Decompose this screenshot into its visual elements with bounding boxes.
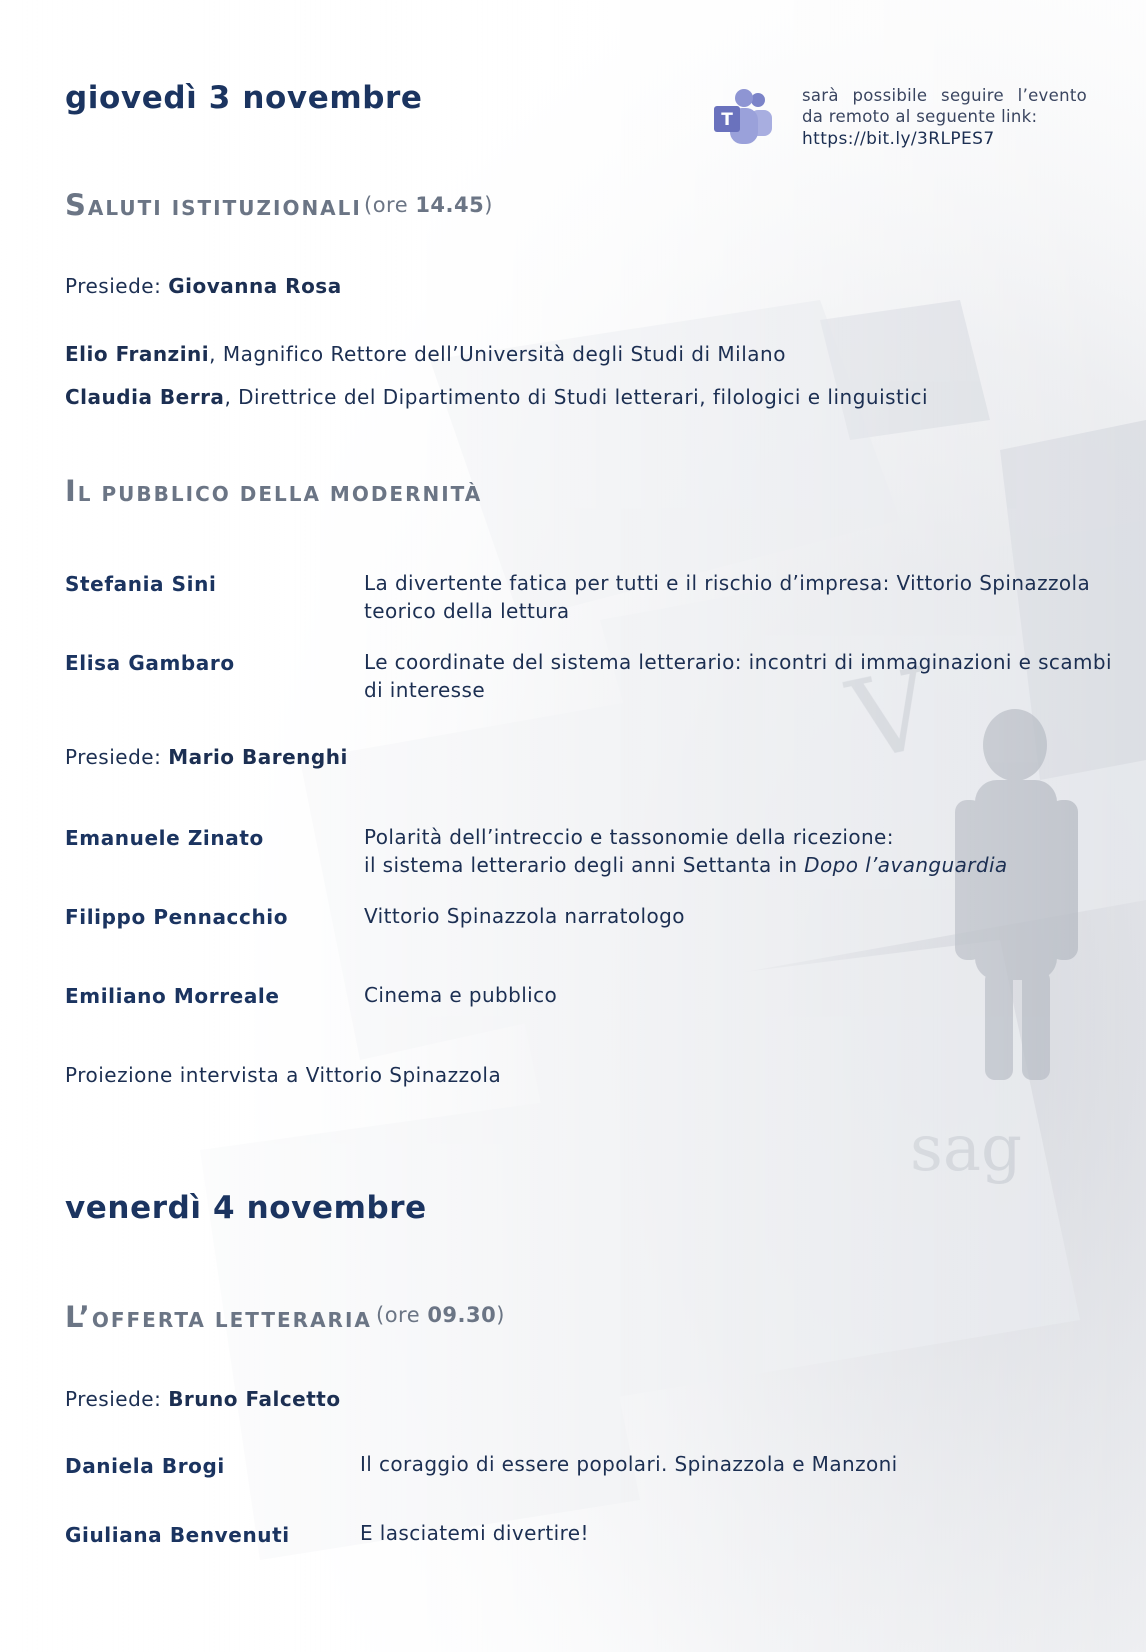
remote-link[interactable]: https://bit.ly/3RLPES7	[802, 129, 995, 149]
talk-title-text: il sistema letterario degli anni Settanta in	[364, 853, 805, 877]
talk-title-line: Polarità dell’intreccio e tassonomie della ricezione:	[364, 825, 894, 849]
offerta-time	[376, 1303, 505, 1327]
saluti-time	[364, 193, 493, 217]
talk-title: E lasciatemi divertire!	[360, 1521, 589, 1545]
talk-speaker: Stefania Sini	[65, 572, 217, 596]
offerta-chair	[65, 1387, 341, 1411]
talk-title	[364, 569, 1090, 625]
chair-label: Presiede:	[65, 1387, 169, 1411]
remote-line-1: sarà possibile seguire l’evento	[802, 86, 1087, 105]
day2-title: venerdì 4 novembre	[65, 1190, 427, 1226]
time-value: 14.45	[415, 193, 485, 217]
speaker-role: , Magnifico Rettore dell’Università degli Studi di Milano	[209, 342, 786, 366]
saluti-speaker-1	[65, 342, 786, 366]
talk-title-line: Le coordinate del sistema letterario: incontri di immaginazioni e scambi	[364, 650, 1112, 674]
chair-name: Mario Barenghi	[168, 745, 348, 769]
saluti-speaker-2	[65, 385, 928, 409]
chair-name: Bruno Falcetto	[168, 1387, 341, 1411]
section-saluti-rest: ALUTI ISTITUZIONALI	[87, 196, 362, 220]
talk-speaker: Filippo Pennacchio	[65, 905, 289, 929]
talk-title-line	[364, 851, 1008, 879]
chair-label: Presiede:	[65, 274, 169, 298]
section-offerta-initial: L’	[65, 1300, 92, 1334]
remote-info	[802, 85, 1087, 127]
talk-title: Il coraggio di essere popolari. Spinazzola e Manzoni	[360, 1452, 898, 1476]
talk-title: Vittorio Spinazzola narratologo	[364, 904, 685, 928]
chair-label: Presiede:	[65, 745, 169, 769]
day1-title: giovedì 3 novembre	[65, 80, 423, 116]
saluti-chair	[65, 274, 342, 298]
speaker-name: Claudia Berra	[65, 385, 225, 409]
time-suffix: )	[496, 1303, 505, 1327]
talk-title	[364, 823, 1008, 879]
speaker-role: , Direttrice del Dipartimento di Studi letterari, filologici e linguistici	[224, 385, 929, 409]
section-pubblico-rest: L PUBBLICO DELLA MODERNITÀ	[77, 482, 483, 506]
time-value: 09.30	[427, 1303, 497, 1327]
pubblico-chair	[65, 745, 348, 769]
book-title: Dopo l’avanguardia	[804, 853, 1008, 877]
talk-speaker: Emanuele Zinato	[65, 826, 264, 850]
section-offerta-rest: OFFERTA LETTERARIA	[91, 1308, 372, 1332]
section-saluti-initial: S	[65, 188, 88, 222]
remote-line-2: da remoto al seguente link:	[802, 107, 1038, 126]
talk-speaker: Giuliana Benvenuti	[65, 1523, 290, 1547]
teams-icon	[712, 88, 776, 152]
time-prefix: (ore	[376, 1303, 428, 1327]
section-pubblico-title	[65, 474, 482, 508]
talk-title	[364, 648, 1112, 704]
talk-speaker: Daniela Brogi	[65, 1454, 225, 1478]
chair-name: Giovanna Rosa	[168, 274, 342, 298]
talk-title: Cinema e pubblico	[364, 983, 558, 1007]
time-suffix: )	[484, 193, 493, 217]
speaker-name: Elio Franzini	[65, 342, 210, 366]
section-offerta-title	[65, 1300, 372, 1334]
talk-title-line: La divertente fatica per tutti e il rischio d’impresa: Vittorio Spinazzola	[364, 571, 1091, 595]
talk-speaker: Elisa Gambaro	[65, 651, 235, 675]
talk-title-line: teorico della lettura	[364, 599, 570, 623]
svg-text:T: T	[721, 110, 733, 130]
talk-title-line: di interesse	[364, 678, 486, 702]
time-prefix: (ore	[364, 193, 416, 217]
projection-note: Proiezione intervista a Vittorio Spinazzola	[65, 1063, 502, 1087]
section-pubblico-initial: I	[65, 474, 78, 508]
talk-speaker: Emiliano Morreale	[65, 984, 280, 1008]
section-saluti-title	[65, 188, 362, 222]
